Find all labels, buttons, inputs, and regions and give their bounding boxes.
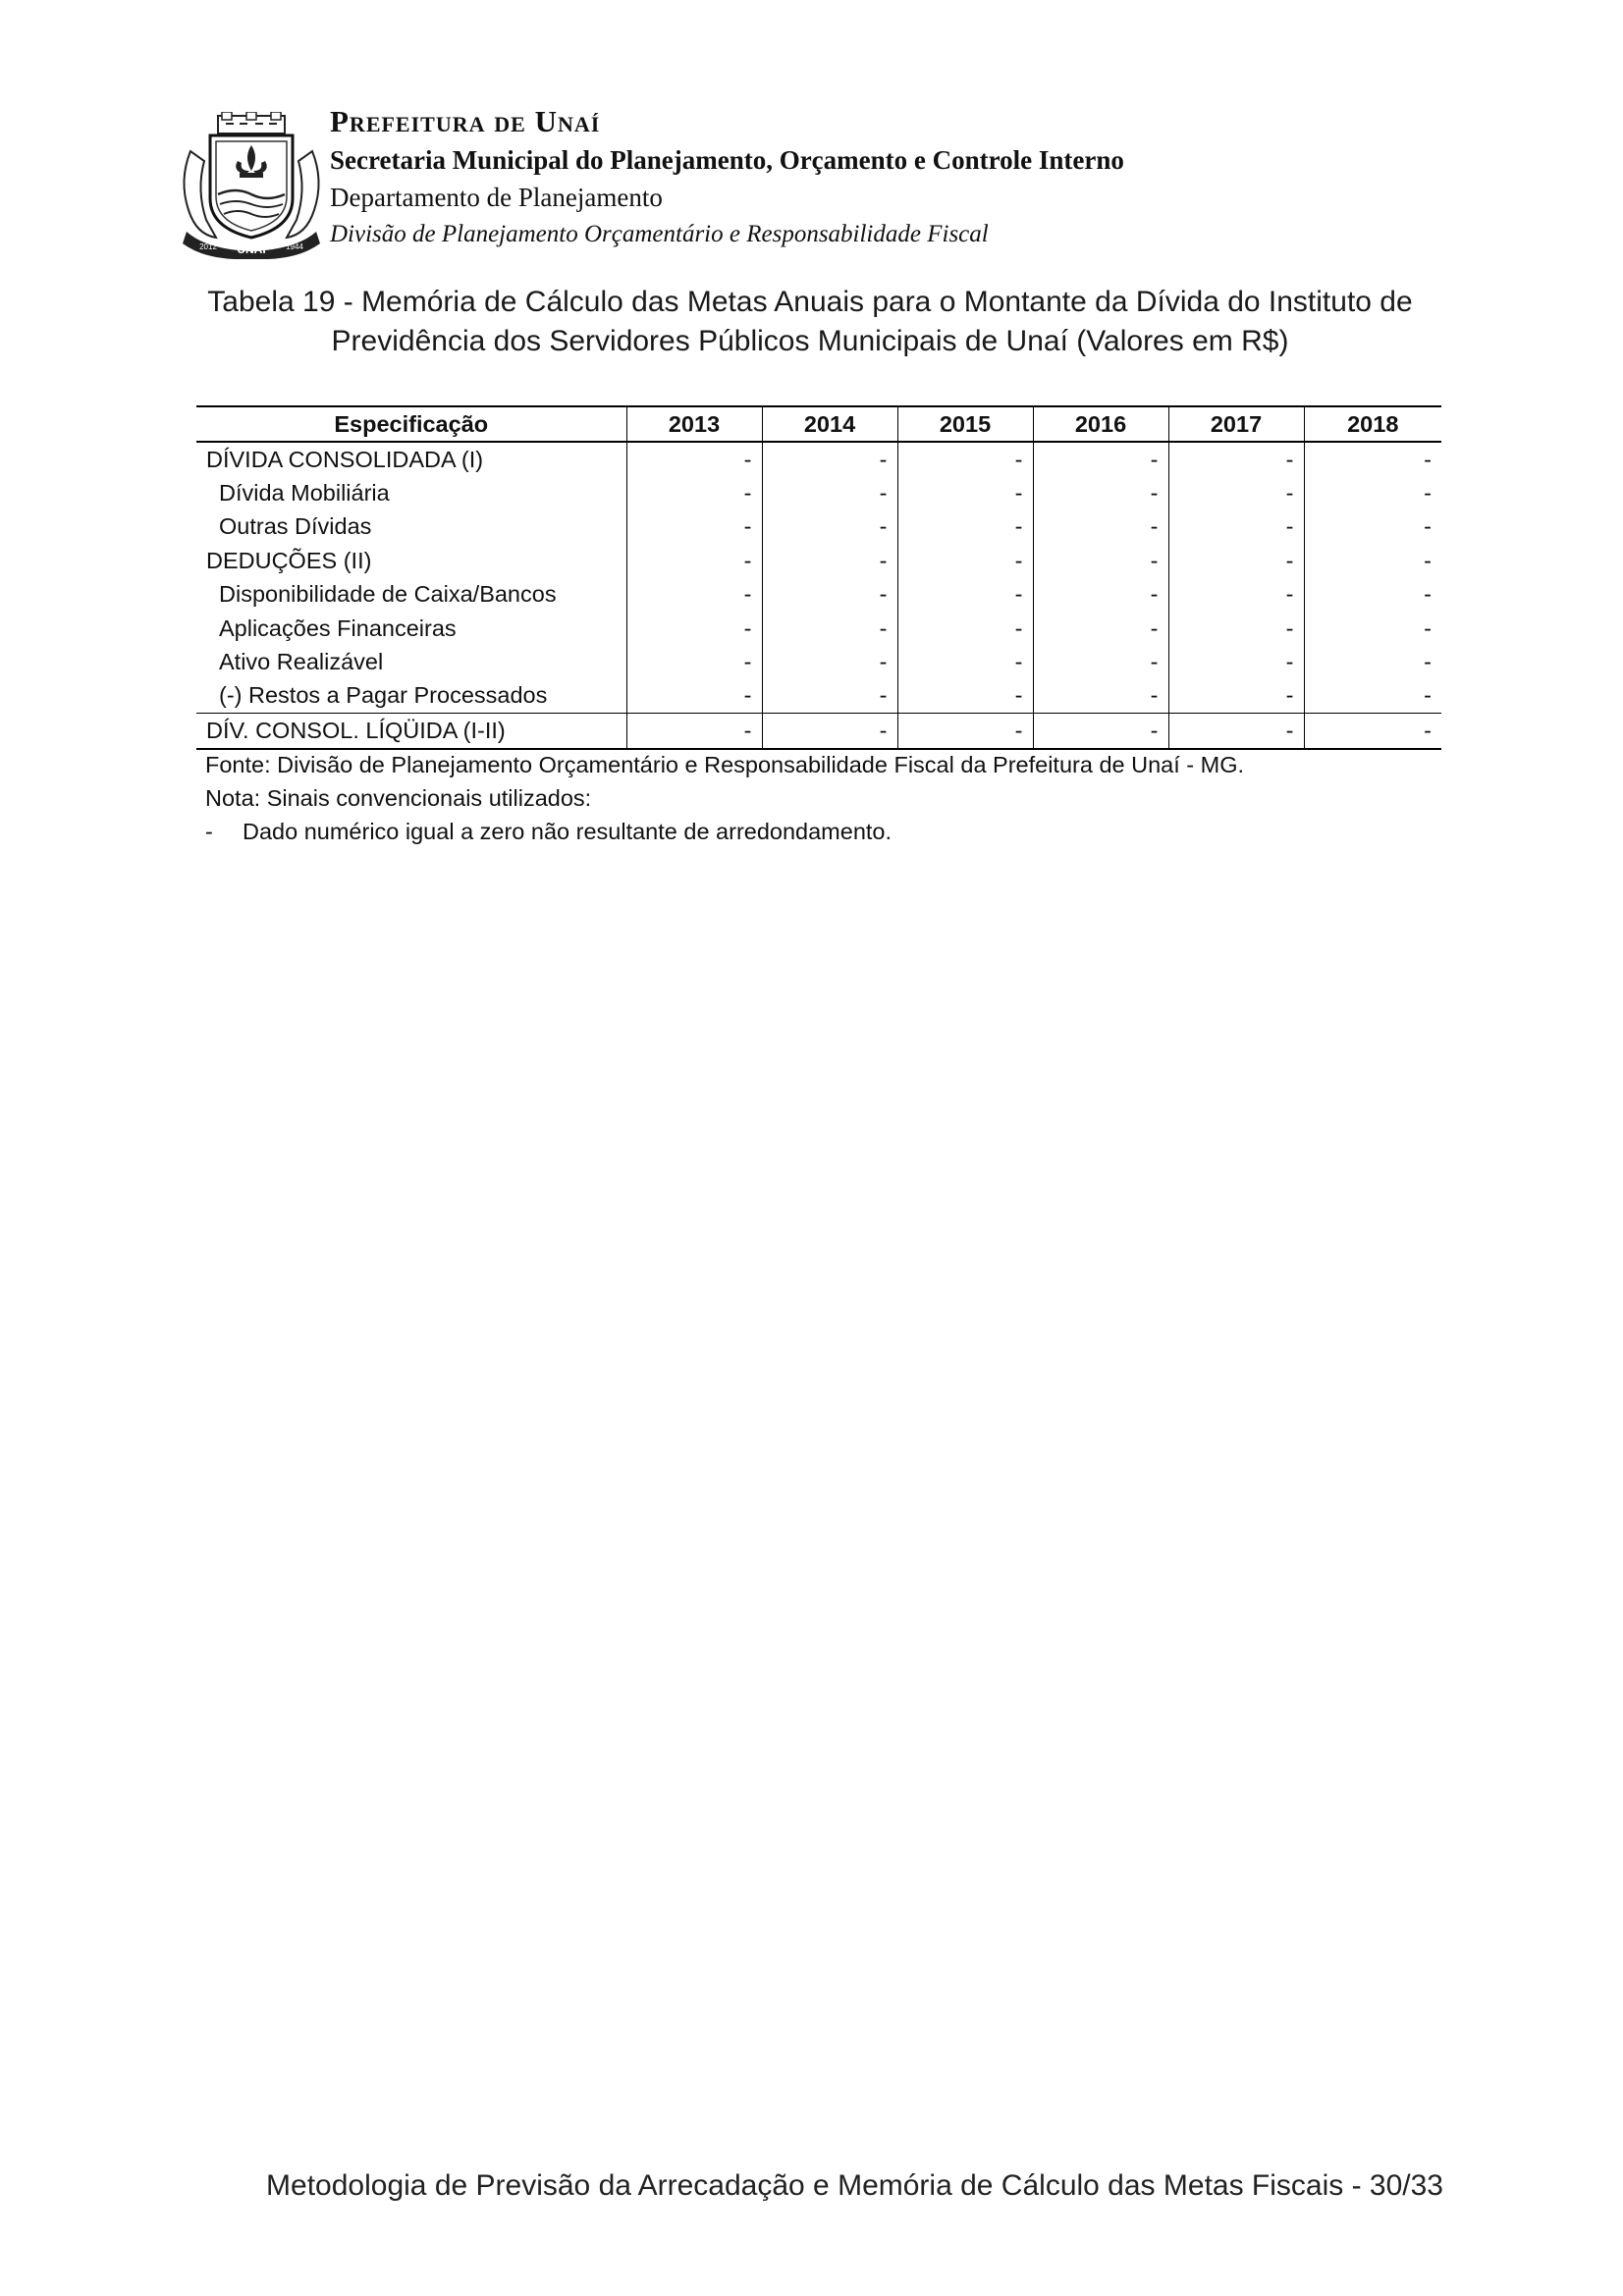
cell-value: - <box>1168 645 1304 678</box>
row-label: DÍV. CONSOL. LÍQÜIDA (I-II) <box>196 714 626 749</box>
row-label: (-) Restos a Pagar Processados <box>219 682 548 709</box>
cell-value: - <box>897 679 1033 714</box>
source-note: Fonte: Divisão de Planejamento Orçamentário e Responsabilidade Fiscal da Prefeitura de Unaí - MG. <box>205 752 1245 777</box>
departamento-name: Departamento de Planejamento <box>330 183 663 212</box>
cell-value: - <box>1033 442 1168 476</box>
column-header: 2016 <box>1033 406 1168 442</box>
cell-value: - <box>626 442 762 476</box>
row-label: Ativo Realizável <box>219 649 384 675</box>
cell-value: - <box>626 510 762 544</box>
cell-value: - <box>1304 510 1441 544</box>
cell-value: - <box>1168 612 1304 645</box>
letterhead-text <box>330 102 1124 253</box>
cell-value: - <box>897 476 1033 509</box>
row-label: Disponibilidade de Caixa/Bancos <box>219 581 557 608</box>
column-header: 2014 <box>762 406 897 442</box>
cell-value: - <box>897 578 1033 612</box>
coat-of-arms-icon <box>177 112 326 259</box>
crest-year-left: 2012 <box>199 242 217 251</box>
row-label: DEDUÇÕES (II) <box>206 547 372 573</box>
table-caption <box>147 283 1473 361</box>
cell-value: - <box>1033 544 1168 577</box>
row-label: Outras Dívidas <box>219 513 372 540</box>
page-footer: Metodologia de Previsão da Arrecadação e Memória de Cálculo das Metas Fiscais - 30/33 <box>266 2169 1443 2202</box>
table-header-row <box>196 406 1441 442</box>
cell-value: - <box>1168 510 1304 544</box>
debt-table <box>196 405 1441 750</box>
cell-value: - <box>897 714 1033 749</box>
cell-value: - <box>1168 544 1304 577</box>
cell-value: - <box>762 510 897 544</box>
cell-value: - <box>1033 645 1168 678</box>
cell-value: - <box>1304 544 1441 577</box>
caption-line-2: Previdência dos Servidores Públicos Municipais de Unaí (Valores em R$) <box>331 325 1289 357</box>
cell-value: - <box>1033 679 1168 714</box>
cell-value: - <box>1033 578 1168 612</box>
cell-value: - <box>626 612 762 645</box>
convention-symbol: - <box>205 819 213 844</box>
cell-value: - <box>626 544 762 577</box>
cell-value: - <box>626 679 762 714</box>
table-row <box>196 476 1441 509</box>
column-header: 2017 <box>1168 406 1304 442</box>
crest-year-right: 1944 <box>286 242 303 251</box>
table-total-row <box>196 714 1441 749</box>
table-row <box>196 510 1441 544</box>
cell-value: - <box>1168 679 1304 714</box>
cell-value: - <box>1304 442 1441 476</box>
cell-value: - <box>762 442 897 476</box>
cell-value: - <box>1304 612 1441 645</box>
cell-value: - <box>1304 645 1441 678</box>
cell-value: - <box>897 442 1033 476</box>
column-header: 2015 <box>897 406 1033 442</box>
table-row <box>196 612 1441 645</box>
cell-value: - <box>762 578 897 612</box>
cell-value: - <box>1304 714 1441 749</box>
org-name: Prefeitura de Unaí <box>330 104 601 138</box>
cell-value: - <box>762 679 897 714</box>
cell-value: - <box>762 476 897 509</box>
cell-value: - <box>1033 612 1168 645</box>
cell-value: - <box>626 645 762 678</box>
cell-value: - <box>897 645 1033 678</box>
cell-value: - <box>897 544 1033 577</box>
cell-value: - <box>1168 476 1304 509</box>
cell-value: - <box>1304 476 1441 509</box>
cell-value: - <box>1033 476 1168 509</box>
table-row <box>196 578 1441 612</box>
cell-value: - <box>626 578 762 612</box>
column-header: Especificação <box>196 406 626 442</box>
table-notes <box>205 748 1244 848</box>
cell-value: - <box>1168 442 1304 476</box>
row-label: Dívida Mobiliária <box>219 480 390 507</box>
column-header: 2013 <box>626 406 762 442</box>
cell-value: - <box>1304 578 1441 612</box>
table-row <box>196 544 1441 577</box>
caption-line-1: Tabela 19 - Memória de Cálculo das Metas Anuais para o Montante da Dívida do Instituto de <box>207 286 1413 318</box>
cell-value: - <box>1033 510 1168 544</box>
table-row <box>196 679 1441 714</box>
convention-item <box>205 815 1244 848</box>
secretaria-name: Secretaria Municipal do Planejamento, Orçamento e Controle Interno <box>330 145 1124 175</box>
cell-value: - <box>762 645 897 678</box>
cell-value: - <box>897 612 1033 645</box>
cell-value: - <box>1304 679 1441 714</box>
cell-value: - <box>626 476 762 509</box>
row-label: Aplicações Financeiras <box>219 614 457 641</box>
cell-value: - <box>1168 714 1304 749</box>
crest-name-text: UNAÍ <box>237 242 266 256</box>
cell-value: - <box>762 612 897 645</box>
cell-value: - <box>626 714 762 749</box>
letterhead <box>177 102 1453 259</box>
cell-value: - <box>897 510 1033 544</box>
cell-value: - <box>1168 578 1304 612</box>
table-row <box>196 442 1441 476</box>
row-label: DÍVIDA CONSOLIDADA (I) <box>206 446 484 472</box>
table-row <box>196 645 1441 678</box>
divisao-name: Divisão de Planejamento Orçamentário e Responsabilidade Fiscal <box>330 221 989 247</box>
cell-value: - <box>762 714 897 749</box>
cell-value: - <box>1033 714 1168 749</box>
column-header: 2018 <box>1304 406 1441 442</box>
convention-text: Dado numérico igual a zero não resultante de arredondamento. <box>243 819 893 844</box>
cell-value: - <box>762 544 897 577</box>
convention-note: Nota: Sinais convencionais utilizados: <box>205 785 592 811</box>
